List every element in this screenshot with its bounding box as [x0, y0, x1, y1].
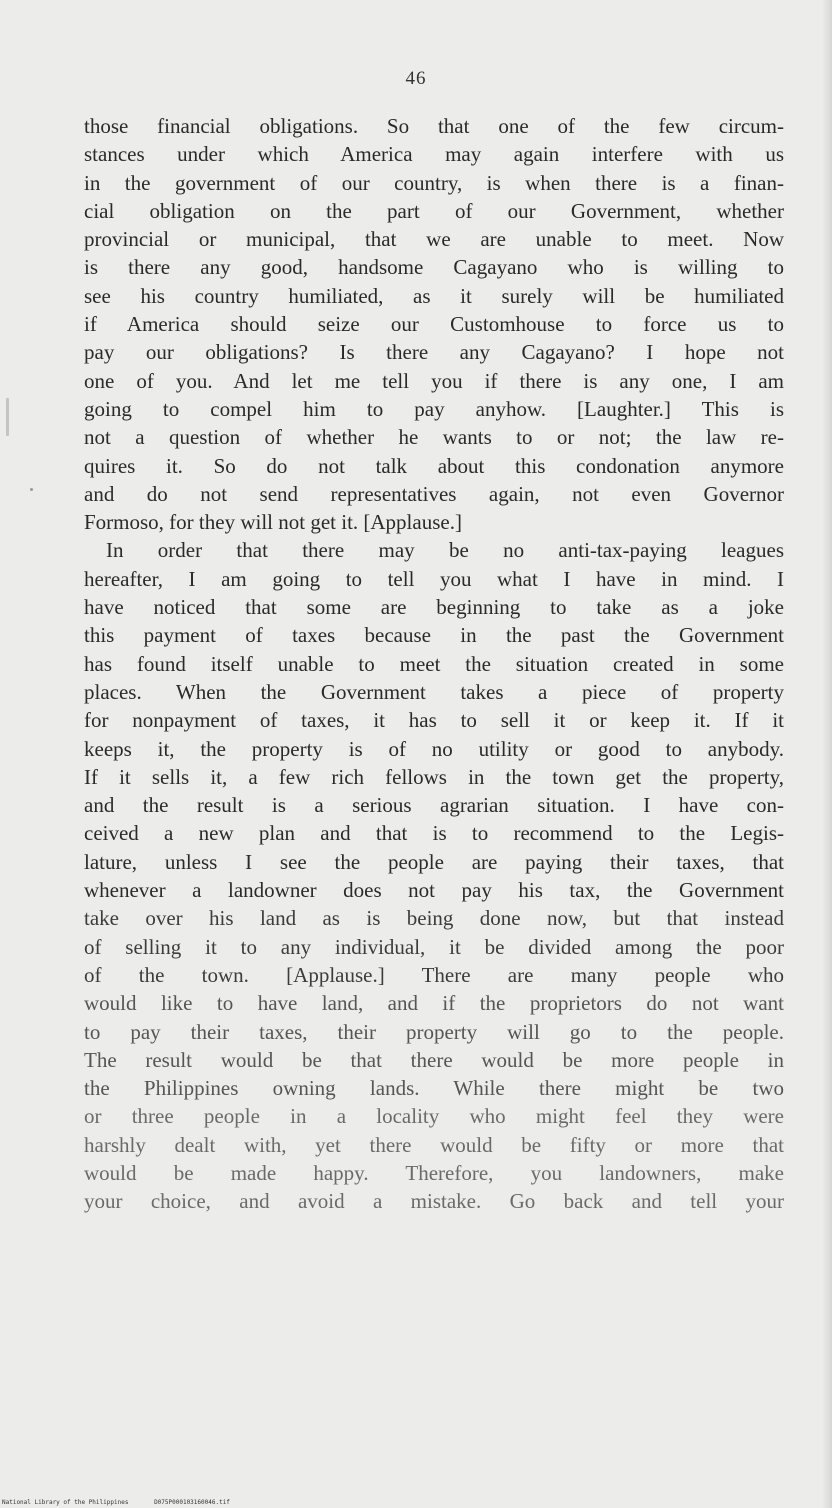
text-line: going to compel him to pay anyhow. [Laughter.] This is: [84, 396, 784, 421]
text-line: has found itself unable to meet the situation created in some: [84, 651, 784, 676]
text-line: this payment of taxes because in the past the Government: [84, 623, 784, 648]
text-line: hereafter, I am going to tell you what I have in mind. I: [84, 566, 784, 591]
text-line: your choice, and avoid a mistake. Go back and tell your: [84, 1189, 784, 1214]
text-line-paragraph-start: In order that there may be no anti-tax-paying leagues: [106, 538, 784, 563]
scan-artifact: [30, 488, 33, 491]
text-line: If it sells it, a few rich fellows in the town get the property,: [84, 764, 784, 789]
text-line: or three people in a locality who might feel they were: [84, 1104, 784, 1129]
page-number: 46: [405, 68, 427, 89]
text-line: those financial obligations. So that one of the few circum-: [84, 114, 784, 138]
text-line: and the result is a serious agrarian situation. I have con-: [84, 793, 784, 818]
library-credit: National Library of the Philippines: [2, 1499, 129, 1506]
text-line: is there any good, handsome Cagayano who is willing to: [84, 255, 784, 280]
text-line: to pay their taxes, their property will go to the people.: [84, 1019, 784, 1044]
text-line: whenever a landowner does not pay his tax, the Government: [84, 878, 784, 903]
text-line: stances under which America may again interfere with us: [84, 142, 784, 167]
text-line: quires it. So do not talk about this condonation anymore: [84, 453, 784, 478]
scan-footer: [2, 1499, 252, 1506]
text-line: have noticed that some are beginning to take as a joke: [84, 595, 784, 620]
text-line: The result would be that there would be more people in: [84, 1047, 784, 1072]
text-line: would like to have land, and if the proprietors do not want: [84, 991, 784, 1016]
text-line: cial obligation on the part of our Government, whether: [84, 198, 784, 223]
text-line: lature, unless I see the people are paying their taxes, that: [84, 849, 784, 874]
scan-artifact: [6, 398, 9, 436]
text-line: places. When the Government takes a piece of property: [84, 679, 784, 704]
text-line: the Philippines owning lands. While there might be two: [84, 1076, 784, 1101]
text-line: in the government of our country, is when there is a finan-: [84, 170, 784, 195]
text-line: and do not send representatives again, not even Governor: [84, 481, 784, 506]
text-line: provincial or municipal, that we are unable to meet. Now: [84, 227, 784, 252]
page-edge-shadow: [822, 0, 832, 1508]
text-line: if America should seize our Customhouse to force us to: [84, 312, 784, 337]
text-line: take over his land as is being done now, but that instead: [84, 906, 784, 931]
file-id: D075P000103160046.tif: [154, 1499, 230, 1506]
text-line: see his country humiliated, as it surely will be humiliated: [84, 283, 784, 308]
text-line: pay our obligations? Is there any Cagayano? I hope not: [84, 340, 784, 365]
text-line: harshly dealt with, yet there would be fifty or more that: [84, 1132, 784, 1157]
text-line: of selling it to any individual, it be divided among the poor: [84, 934, 784, 959]
text-line: of the town. [Applause.] There are many people who: [84, 962, 784, 987]
text-line: ceived a new plan and that is to recommend to the Legis-: [84, 821, 784, 846]
text-line: one of you. And let me tell you if there is any one, I am: [84, 368, 784, 393]
body-text: [84, 112, 784, 1216]
text-line: would be made happy. Therefore, you landowners, make: [84, 1160, 784, 1185]
text-line: not a question of whether he wants to or not; the law re-: [84, 425, 784, 450]
text-line: for nonpayment of taxes, it has to sell it or keep it. If it: [84, 708, 784, 733]
text-line-paragraph-end: Formoso, for they will not get it. [Applause.]: [84, 510, 462, 535]
text-line: keeps it, the property is of no utility or good to anybody.: [84, 736, 784, 761]
